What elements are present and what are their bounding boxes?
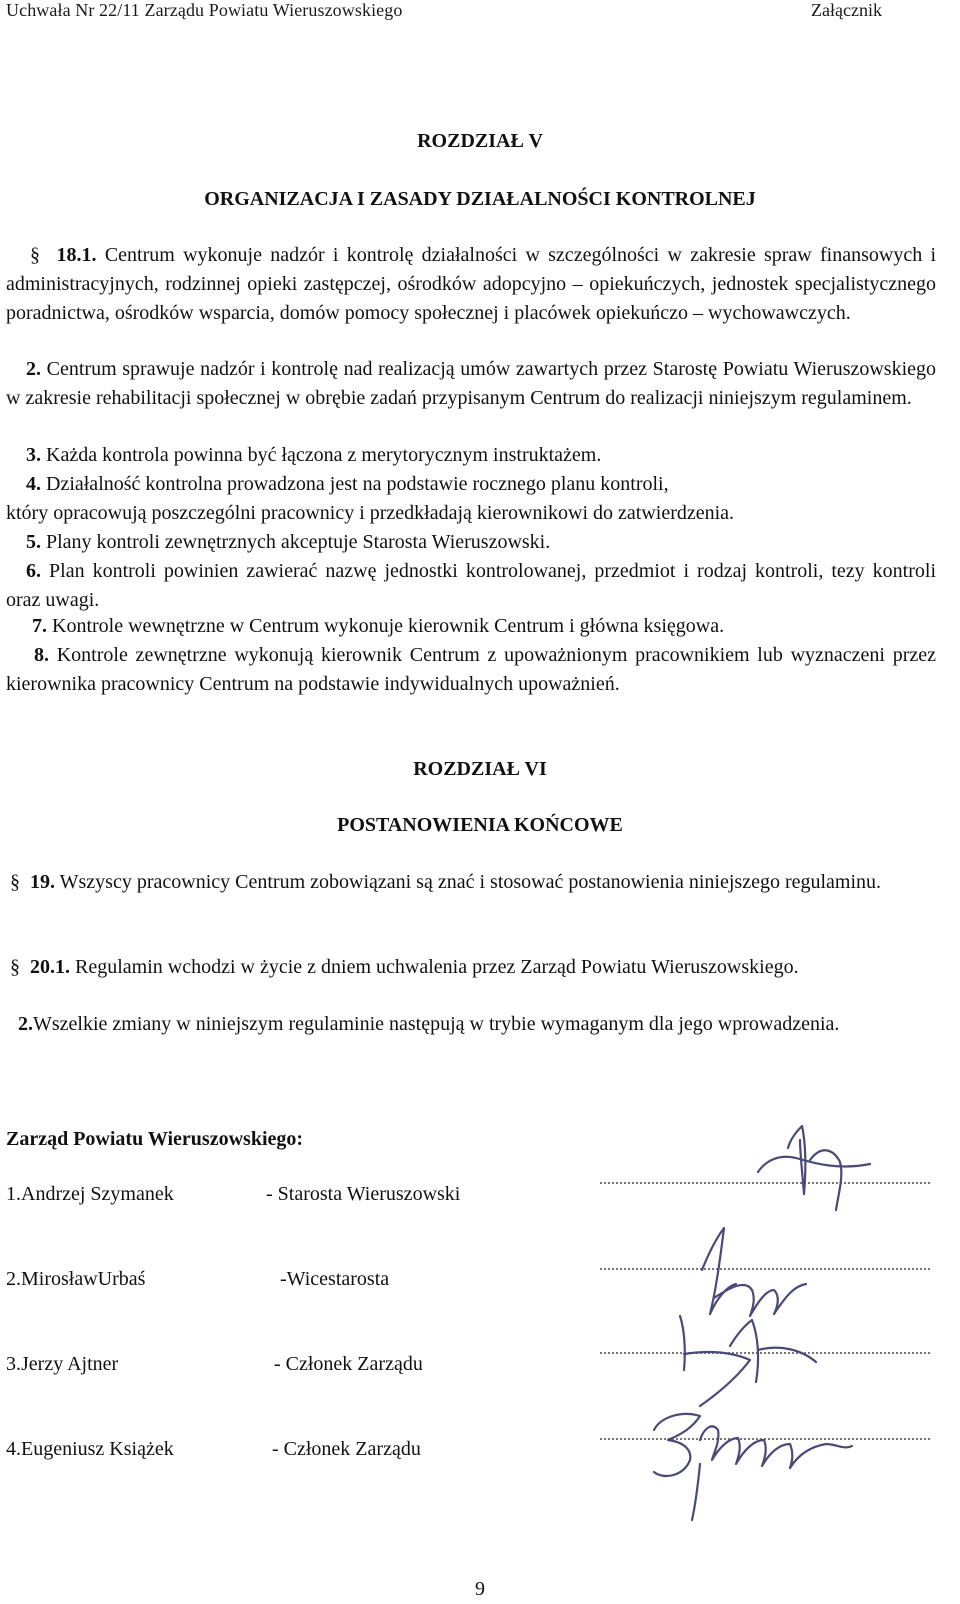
- point-text: Działalność kontrolna prowadzona jest na podstawie rocznego planu kontroli,: [46, 473, 669, 495]
- point-text: Plan kontroli powinien zawierać nazwę jednostki kontrolowanej, przedmiot i rodzaj kontroli, tezy kontroli oraz uwagi.: [6, 560, 936, 611]
- point-text: Kontrole zewnętrzne wykonują kierownik Centrum z upoważnionym pracownikiem lub wyznaczeni przez kierownika pracownicy Centrum na podstawie indywidualnych upoważnień.: [6, 644, 936, 695]
- member-role: -Wicestarosta: [280, 1268, 390, 1290]
- paragraph-text: Regulamin wchodzi w życie z dniem uchwalenia przez Zarząd Powiatu Wieruszowskiego.: [75, 956, 799, 978]
- paragraph-20-point-1: [6, 953, 936, 982]
- paragraph-text: Centrum wykonuje nadzór i kontrolę działalności w szczególności w zakresie spraw finansowych i administracyjnych, rodzinnej opieki zastępczej, ośrodków adopcyjno – opiekuńczych, jednostek specjalistycznego poradnictwa, ośrodków wsparcia, domów pomocy społecznej i placówek opiekuńczo – wychowawczych.: [6, 244, 937, 324]
- section-sign-icon: §: [10, 871, 20, 893]
- section-sign-icon: §: [30, 244, 40, 266]
- paragraph-20-point-2: [6, 1010, 936, 1039]
- point-number: 6.: [26, 560, 41, 582]
- point-number: 8.: [34, 644, 49, 666]
- header-resolution-title: Uchwała Nr 22/11 Zarządu Powiatu Wieruszowskiego: [6, 0, 403, 20]
- page-header: [6, 0, 950, 22]
- point-text: Plany kontroli zewnętrznych akceptuje Starosta Wieruszowski.: [46, 531, 551, 553]
- paragraph-18-point-2: [6, 355, 936, 413]
- page-number: 9: [475, 1578, 485, 1600]
- header-attachment-label: Załącznik: [811, 0, 882, 20]
- paragraph-18-point-1: [6, 241, 936, 328]
- point-number: 4.: [26, 473, 41, 495]
- point-text: Każda kontrola powinna być łączona z merytorycznym instruktażem.: [46, 444, 602, 466]
- member-name: 3.Jerzy Ajtner: [6, 1353, 119, 1375]
- point-text: Kontrole wewnętrzne w Centrum wykonuje kierownik Centrum i główna księgowa.: [52, 615, 725, 637]
- paragraph-18-point-4-line-1: [26, 470, 669, 499]
- point-number: 3.: [26, 444, 41, 466]
- member-role: - Członek Zarządu: [274, 1353, 423, 1375]
- point-number: 7.: [32, 615, 47, 637]
- paragraph-18-point-7: [32, 612, 724, 641]
- paragraph-18-point-5: [26, 528, 550, 557]
- member-role: - Członek Zarządu: [272, 1438, 421, 1460]
- paragraph-18-point-6: [6, 557, 936, 615]
- section-sign-icon: §: [10, 956, 20, 978]
- paragraph-18-point-3: [26, 441, 601, 470]
- paragraph-number: 19.: [30, 871, 55, 893]
- point-number: 2.: [18, 1013, 33, 1035]
- chapter-6-title: ROZDZIAŁ VI: [413, 758, 547, 780]
- member-name: 2.MirosławUrbaś: [6, 1268, 146, 1290]
- paragraph-number: 18.1.: [56, 244, 97, 266]
- paragraph-18-point-8: [6, 641, 936, 699]
- paragraph-number: 20.1.: [30, 956, 70, 978]
- chapter-5-subtitle: ORGANIZACJA I ZASADY DZIAŁALNOŚCI KONTROLNEJ: [204, 188, 756, 210]
- point-text: Centrum sprawuje nadzór i kontrolę nad realizacją umów zawartych przez Starostę Powiatu Wieruszowskiego w zakresie rehabilitacji społecznej w obrębie zadań przypisanym Centrum do realizacji niniejszym regulaminem.: [6, 358, 937, 409]
- handwritten-signatures: [640, 1100, 960, 1570]
- point-number: 2.: [26, 358, 41, 380]
- paragraph-18-point-4-line-2: który opracowują poszczególni pracownicy i przedkładają kierownikowi do zatwierdzenia.: [6, 502, 735, 524]
- paragraph-19: [6, 868, 936, 897]
- chapter-5-title: ROZDZIAŁ V: [417, 130, 543, 152]
- point-number: 5.: [26, 531, 41, 553]
- chapter-6-subtitle: POSTANOWIENIA KOŃCOWE: [337, 814, 623, 836]
- paragraph-text: Wszyscy pracownicy Centrum zobowiązani są znać i stosować postanowienia niniejszego regulaminu.: [59, 871, 882, 893]
- point-text: Wszelkie zmiany w niniejszym regulaminie następują w trybie wymaganym dla jego wprowadzenia.: [33, 1013, 840, 1035]
- member-name: 4.Eugeniusz Książek: [6, 1438, 174, 1460]
- member-role: - Starosta Wieruszowski: [266, 1183, 461, 1205]
- board-title: Zarząd Powiatu Wieruszowskiego:: [6, 1128, 304, 1150]
- member-name: 1.Andrzej Szymanek: [6, 1183, 174, 1205]
